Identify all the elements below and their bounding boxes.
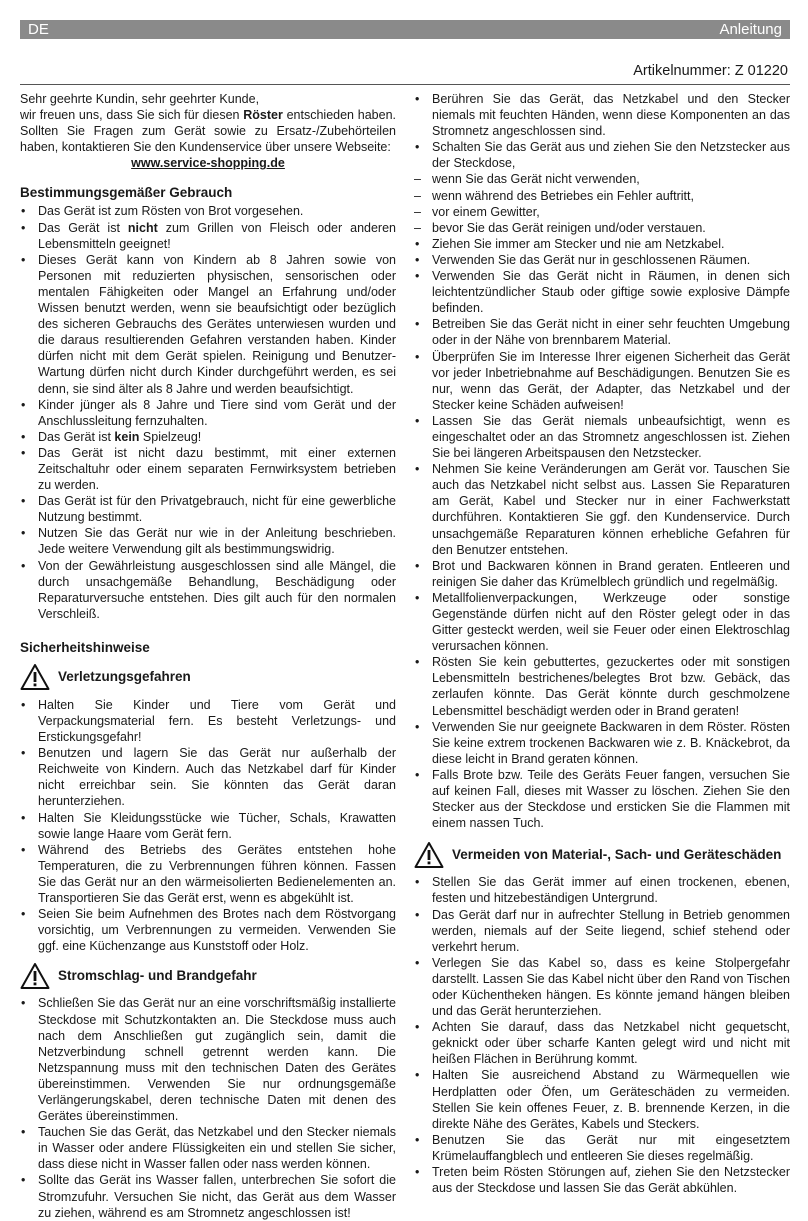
injury-list	[20, 697, 396, 955]
list-item: – wenn während des Betriebes ein Fehler auftritt,	[414, 188, 790, 204]
list-item: – wenn Sie das Gerät nicht verwenden,	[414, 171, 790, 187]
electric-list-left	[20, 995, 396, 1220]
list-item: • Nehmen Sie keine Veränderungen am Gerät vor. Tauschen Sie auch das Netzkabel nicht selbst aus. Lassen Sie Reparaturen am Gerät, Kabel und Stecker nur in einer Fachwerkstatt durchführen. Kontaktieren Sie ggf. den Kundenservice. Durch unsachgemäße Reparaturen können erhebliche Gefahren für den Benutzer entstehen.	[414, 461, 790, 558]
list-item: • Halten Sie ausreichend Abstand zu Wärmequellen wie Herdplatten oder Öfen, um Geräteschäden zu vermeiden. Stellen Sie kein offenes Feuer, z. B. brennende Kerzen, in die direkte Nähe des Gerätes, Kabels und Steckers.	[414, 1067, 790, 1131]
list-item: • Das Gerät ist kein Spielzeug!	[20, 429, 396, 445]
injury-warning-title: Verletzungsgefahren	[58, 669, 191, 685]
safety-heading: Sicherheitshinweise	[20, 639, 150, 655]
list-item: • Benutzen Sie das Gerät nur mit eingesetztem Krümelauffangblech und entleeren Sie dieses regelmäßig.	[414, 1132, 790, 1164]
list-item: • Ziehen Sie immer am Stecker und nie am Netzkabel.	[414, 236, 790, 252]
list-item: • Dieses Gerät kann von Kindern ab 8 Jahren sowie von Personen mit reduzierten physischen, sensorischen oder mentalen Fähigkeiten oder Mangel an Erfahrung und/oder Wissen benutzt werden, wenn sie beaufsichtigt oder bezüglich des sicheren Gebrauchs des Gerätes unterwiesen wurden und die daraus resultierenden Gefahren verstanden haben. Kinder dürfen nicht mit dem Gerät spielen. Reinigung und Benutzer-Wartung dürfen nicht durch Kinder durchgeführt werden, es sei denn, sie sind älter als 8 Jahre und werden beaufsichtigt.	[20, 252, 396, 397]
damage-warning-title: Vermeiden von Material-, Sach- und Geräteschäden	[452, 846, 782, 862]
intended-use-list	[20, 203, 396, 621]
list-item: • Von der Gewährleistung ausgeschlossen sind alle Mängel, die durch unsachgemäße Behandlung, Beschädigung oder Reparaturversuche entstehen. Dies gilt auch für den normalen Verschleiß.	[20, 558, 396, 622]
electric-warning-title: Stromschlag- und Brandgefahr	[58, 967, 257, 983]
list-item: • Falls Brote bzw. Teile des Geräts Feuer fangen, versuchen Sie auf keinen Fall, dieses mit Wasser zu löschen. Ziehen Sie den Stecker aus der Steckdose und ersticken Sie die Flammen mit einem nassen Tuch.	[414, 767, 790, 831]
list-item: • Verwenden Sie nur geeignete Backwaren in dem Röster. Rösten Sie keine extrem trockenen Backwaren wie z. B. Knäckebrot, da diese leicht in Brand geraten können.	[414, 719, 790, 767]
list-item: • Benutzen und lagern Sie das Gerät nur außerhalb der Reichweite von Kindern. Auch das Netzkabel darf für Kinder nicht erreichbar sein. Sie könnten das Gerät daran herunterziehen.	[20, 745, 396, 809]
list-item: • Tauchen Sie das Gerät, das Netzkabel und den Stecker niemals in Wasser oder andere Flüssigkeiten ein und stellen Sie sicher, dass diese nicht in Wasser fallen oder nass werden können.	[20, 1124, 396, 1172]
list-item: • Das Gerät ist für den Privatgebrauch, nicht für eine gewerbliche Nutzung bestimmt.	[20, 493, 396, 525]
list-item: • Sollte das Gerät ins Wasser fallen, unterbrechen Sie sofort die Stromzufuhr. Versuchen Sie nicht, das Gerät aus dem Wasser zu ziehen, während es am Stromnetz angeschlossen ist!	[20, 1172, 396, 1220]
list-item: • Verlegen Sie das Kabel so, dass es keine Stolpergefahr darstellt. Lassen Sie das Kabel nicht über den Rand von Tischen oder Küchentheken hängen. Es könnte jemand hängen bleiben und das Gerät herunterziehen.	[414, 955, 790, 1019]
list-item: • Schalten Sie das Gerät aus und ziehen Sie den Netzstecker aus der Steckdose, – wenn Sie das Gerät nicht verwenden, – wenn während des Betriebes ein Fehler auftritt, – vor einem Gewitter, – bevor Sie das Gerät reinigen und/oder verstauen.	[414, 139, 790, 236]
list-item: • Das Gerät ist nicht zum Grillen von Fleisch oder anderen Lebensmitteln geeignet!	[20, 220, 396, 252]
list-item: • Achten Sie darauf, dass das Netzkabel nicht gequetscht, geknickt oder über scharfe Kanten gelegt wird und nicht mit heißen Flächen in Berührung kommt.	[414, 1019, 790, 1067]
language-label: DE	[28, 21, 49, 38]
list-item: – bevor Sie das Gerät reinigen und/oder verstauen.	[414, 220, 790, 236]
list-item: • Halten Sie Kleidungsstücke wie Tücher, Schals, Krawatten sowie lange Haare vom Gerät fern.	[20, 810, 396, 842]
right-column	[414, 91, 790, 1196]
intro-greeting: Sehr geehrte Kundin, sehr geehrter Kunde,	[20, 92, 260, 106]
unplug-conditions	[414, 171, 790, 235]
damage-list	[414, 874, 790, 1196]
list-item: • Treten beim Rösten Störungen auf, ziehen Sie den Netzstecker aus der Steckdose und lassen Sie das Gerät abkühlen.	[414, 1164, 790, 1196]
warning-triangle-icon	[414, 841, 444, 869]
list-item: • Brot und Backwaren können in Brand geraten. Entleeren und reinigen Sie daher das Krümelblech gründlich und regelmäßig.	[414, 558, 790, 590]
list-item: • Kinder jünger als 8 Jahre und Tiere sind vom Gerät und der Anschlussleitung fernzuhalten.	[20, 397, 396, 429]
intended-use-heading: Bestimmungsgemäßer Gebrauch	[20, 185, 233, 201]
list-item: • Während des Betriebs des Gerätes entstehen hohe Temperaturen, die zu Verbrennungen führen können. Fassen Sie das Gerät nur an den wärmeisolierten Bedienelementen an. Transportieren Sie das Gerät erst, wenn es abgekühlt ist.	[20, 842, 396, 906]
website-link[interactable]: www.service-shopping.de	[131, 156, 285, 171]
damage-warning-heading	[414, 839, 790, 870]
intro-text: wir freuen uns, dass Sie sich für diesen Röster entschieden haben. Sollten Sie Fragen zum Gerät sowie zu Ersatz-/Zubehörteilen haben, kontaktieren Sie den Kundenservice über unsere Webseite:	[20, 108, 396, 155]
list-item: • Das Gerät darf nur in aufrechter Stellung in Betrieb genommen werden, niemals auf der Seite liegend, schief stehend oder verkehrt herum.	[414, 907, 790, 955]
list-item: • Lassen Sie das Gerät niemals unbeaufsichtigt, wenn es eingeschaltet oder an das Stromnetz angeschlossen ist. Ziehen Sie bei längeren Arbeitspausen den Netzstecker.	[414, 413, 790, 461]
list-item: • Verwenden Sie das Gerät nicht in Räumen, in denen sich leichtentzündlicher Staub oder giftige sowie explosive Dämpfe befinden.	[414, 268, 790, 316]
list-item: • Das Gerät ist zum Rösten von Brot vorgesehen.	[20, 203, 396, 219]
header-bar	[20, 20, 790, 39]
list-item: • Das Gerät ist nicht dazu bestimmt, mit einer externen Zeitschaltuhr oder einem separaten Fernwirksystem betrieben zu werden.	[20, 445, 396, 493]
list-item: • Halten Sie Kinder und Tiere vom Gerät und Verpackungsmaterial fern. Es besteht Verletzungs- und Erstickungsgefahr!	[20, 697, 396, 745]
warning-triangle-icon	[20, 962, 50, 990]
document-type-label: Anleitung	[719, 21, 782, 38]
electric-warning-heading	[20, 960, 396, 991]
left-column	[20, 91, 396, 1221]
list-item: • Nutzen Sie das Gerät nur wie in der Anleitung beschrieben. Jede weitere Verwendung gilt als bestimmungswidrig.	[20, 525, 396, 557]
list-item: • Überprüfen Sie im Interesse Ihrer eigenen Sicherheit das Gerät vor jeder Inbetriebnahme auf Beschädigungen. Benutzen Sie es nur, wenn das Gerät, der Adapter, das Netzkabel und der Stecker keine Schäden aufweisen!	[414, 349, 790, 413]
warning-triangle-icon	[20, 663, 50, 691]
list-item: • Berühren Sie das Gerät, das Netzkabel und den Stecker niemals mit feuchten Händen, wenn diese Komponenten an das Stromnetz angeschlossen sind.	[414, 91, 790, 139]
article-number: Artikelnummer: Z 01220	[633, 63, 788, 79]
list-item: • Verwenden Sie das Gerät nur in geschlossenen Räumen.	[414, 252, 790, 268]
list-item: • Seien Sie beim Aufnehmen des Brotes nach dem Röstvorgang vorsichtig, um Verbrennungen zu vermeiden. Verwenden Sie ggf. eine Küchenzange aus Kunststoff oder Holz.	[20, 906, 396, 954]
header-divider	[20, 84, 790, 85]
list-item: • Schließen Sie das Gerät nur an eine vorschriftsmäßig installierte Steckdose mit Schutzkontakten an. Die Steckdose muss auch nach dem Anschließen gut zugänglich sein, damit die Netzverbindung schnell getrennt werden kann. Die Netzspannung muss mit den technischen Daten des Gerätes übereinstimmen. Verwenden Sie nur ordnungsgemäße Verlängerungskabel, deren technische Daten mit denen des Gerätes übereinstimmen.	[20, 995, 396, 1124]
list-item: • Stellen Sie das Gerät immer auf einen trockenen, ebenen, festen und hitzebeständigen Untergrund.	[414, 874, 790, 906]
list-item: – vor einem Gewitter,	[414, 204, 790, 220]
list-item: • Metallfolienverpackungen, Werkzeuge oder sonstige Gegenstände dürfen nicht auf den Röster gelegt oder in das Gitter gesteckt werden, weil sie Feuer oder einen Elektroschlag verursachen können.	[414, 590, 790, 654]
list-item: • Rösten Sie kein gebuttertes, gezuckertes oder mit sonstigen Lebensmitteln bestrichenes/belegtes Brot bzw. Gebäck, das zerlaufen könnte. Das Gerät könnte durch geschmolzene Lebensmittel beschädigt werden oder in Brand geraten!	[414, 654, 790, 718]
injury-warning-heading	[20, 662, 396, 693]
electric-list-right	[414, 91, 790, 831]
list-item: • Betreiben Sie das Gerät nicht in einer sehr feuchten Umgebung oder in der Nähe von brennbarem Material.	[414, 316, 790, 348]
